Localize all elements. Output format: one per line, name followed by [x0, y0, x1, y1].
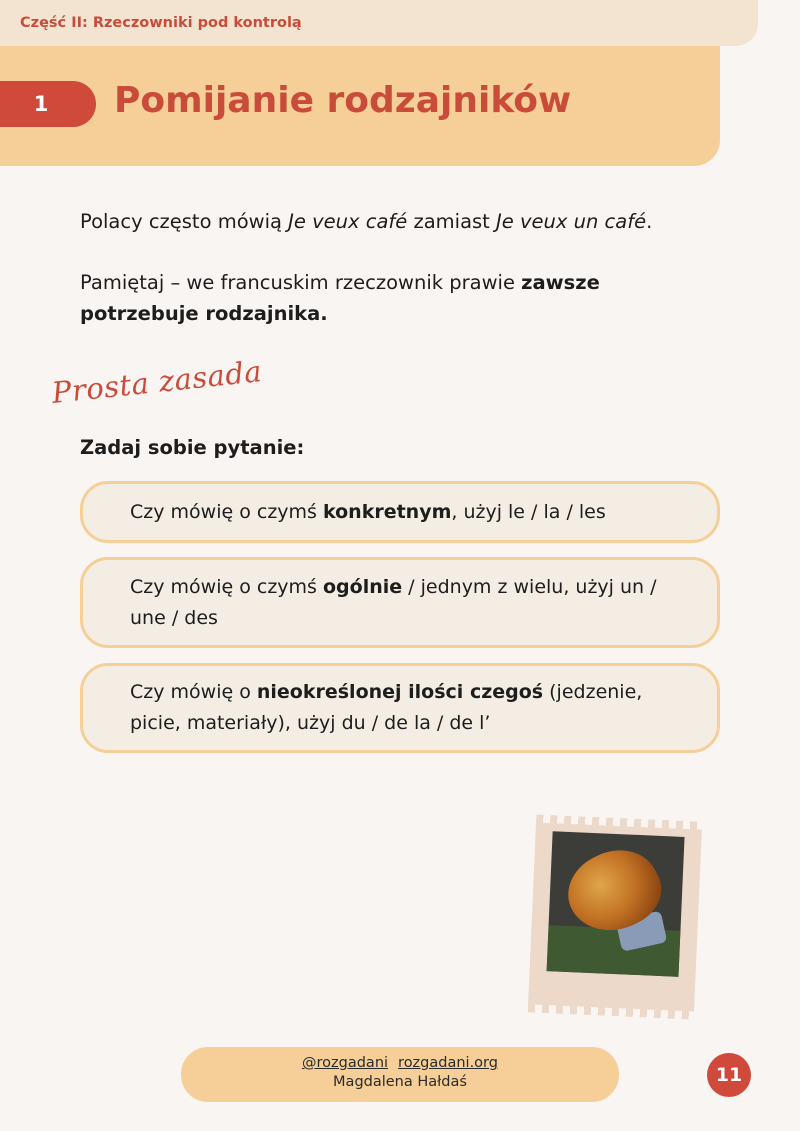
intro-emphasis: zawsze potrzebuje rodzajnika.: [80, 271, 600, 325]
author-name: Magdalena Hałdaś: [333, 1074, 467, 1090]
intro-paragraph-1: Polacy często mówią Je veux café zamiast Je veux un café.: [80, 210, 653, 233]
rule-box-definite: Czy mówię o czymś konkretnym, użyj le / la / les: [80, 481, 720, 543]
social-handle-link[interactable]: @rozgadani: [302, 1055, 389, 1071]
section-breadcrumb: Część II: Rzeczowniki pod kontrolą: [20, 15, 302, 31]
croissant-photo: [528, 818, 702, 1015]
intro-text: [80, 206, 720, 329]
rule-box-indefinite: Czy mówię o czymś ogólnie / jednym z wielu, użyj un / une / des: [80, 557, 720, 648]
croissant-image: [547, 831, 685, 977]
rule-question: Zadaj sobie pytanie:: [80, 436, 305, 459]
rule-handwritten-heading: Prosta zasada: [50, 354, 264, 410]
page-title: Pomijanie rodzajników: [114, 80, 572, 121]
chapter-number-badge: 1: [0, 81, 96, 127]
footer: [181, 1047, 619, 1102]
section-header-strip: [0, 0, 758, 46]
intro-paragraph-2: Pamiętaj – we francuskim rzeczownik prawie zawsze potrzebuje rodzajnika.: [80, 271, 600, 325]
page-number: 11: [707, 1053, 751, 1097]
chapter-title-band: [0, 46, 720, 166]
example-correct: Je veux un café: [496, 210, 647, 233]
website-link[interactable]: rozgadani.org: [398, 1055, 498, 1071]
rule-box-partitive: Czy mówię o nieokreślonej ilości czegoś (jedzenie, picie, materiały), użyj du / de la / de l’: [80, 663, 720, 753]
example-wrong: Je veux café: [288, 210, 408, 233]
